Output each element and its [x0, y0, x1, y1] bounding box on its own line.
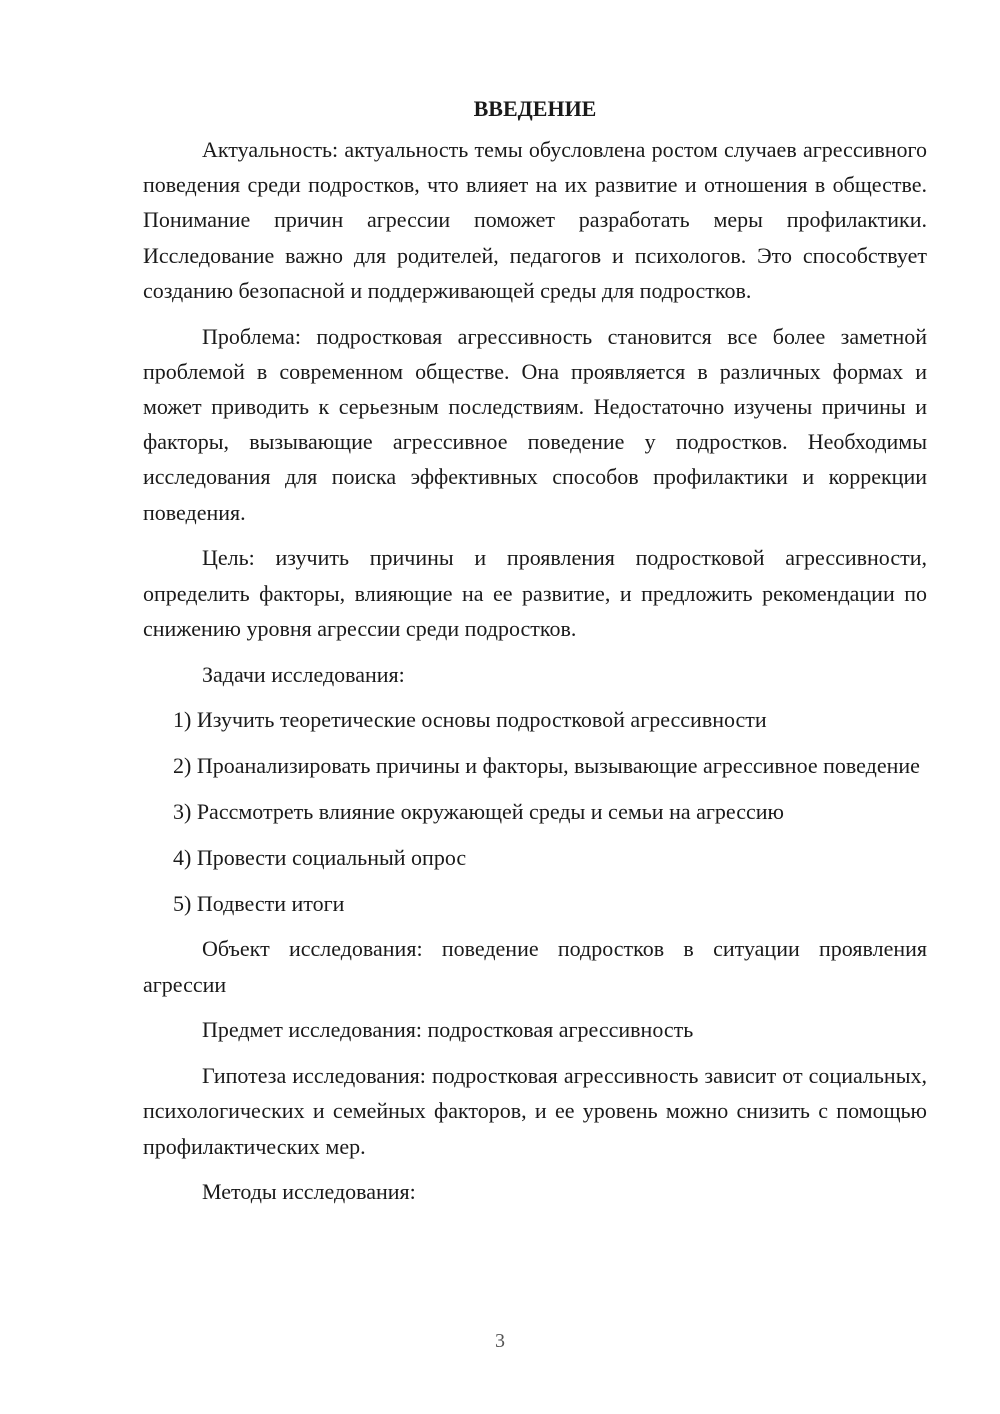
paragraph-subject: Предмет исследования: подростковая агрессивность	[202, 1017, 694, 1043]
paragraph-problem: Проблема: подростковая агрессивность становится все более заметной проблемой в современном обществе. Она проявляется в различных формах и может приводить к серьезным последствиям. Недостаточно изучены причины и факторы, вызывающие агрессивное поведение у подростков. Необходимы исследования для поиска эффективных способов профилактики и коррекции поведения.	[143, 323, 927, 525]
list-item: 3) Рассмотреть влияние окружающей среды и семьи на агрессию	[173, 799, 784, 825]
paragraph-hypothesis: Гипотеза исследования: подростковая агрессивность зависит от социальных, психологических и семейных факторов, и ее уровень можно снизить с помощью профилактических мер.	[143, 1063, 927, 1159]
paragraph-relevance: Актуальность: актуальность темы обусловлена ростом случаев агрессивного поведения среди подростков, что влияет на их развитие и отношения в обществе. Понимание причин агрессии поможет разработать меры профилактики. Исследование важно для родителей, педагогов и психологов. Это способствует созданию безопасной и поддерживающей среды для подростков.	[143, 137, 927, 303]
paragraph-goal: Цель: изучить причины и проявления подростковой агрессивности, определить факторы, влияющие на ее развитие, и предложить рекомендации по снижению уровня агрессии среди подростков.	[143, 545, 927, 641]
list-item: 5) Подвести итоги	[173, 890, 345, 916]
paragraph-tasks-heading: Задачи исследования:	[202, 661, 405, 687]
section-title: ВВЕДЕНИЕ	[473, 96, 597, 121]
document-page	[143, 90, 927, 1220]
list-item: 1) Изучить теоретические основы подростковой агрессивности	[173, 707, 767, 733]
page-number: 3	[495, 1330, 505, 1352]
tasks-list	[143, 702, 927, 920]
paragraph-methods: Методы исследования:	[202, 1179, 416, 1205]
list-item: 4) Провести социальный опрос	[173, 844, 467, 870]
list-item: 2) Проанализировать причины и факторы, вызывающие агрессивное поведение	[173, 753, 920, 779]
paragraph-object: Объект исследования: поведение подростков в ситуации проявления агрессии	[143, 936, 927, 997]
